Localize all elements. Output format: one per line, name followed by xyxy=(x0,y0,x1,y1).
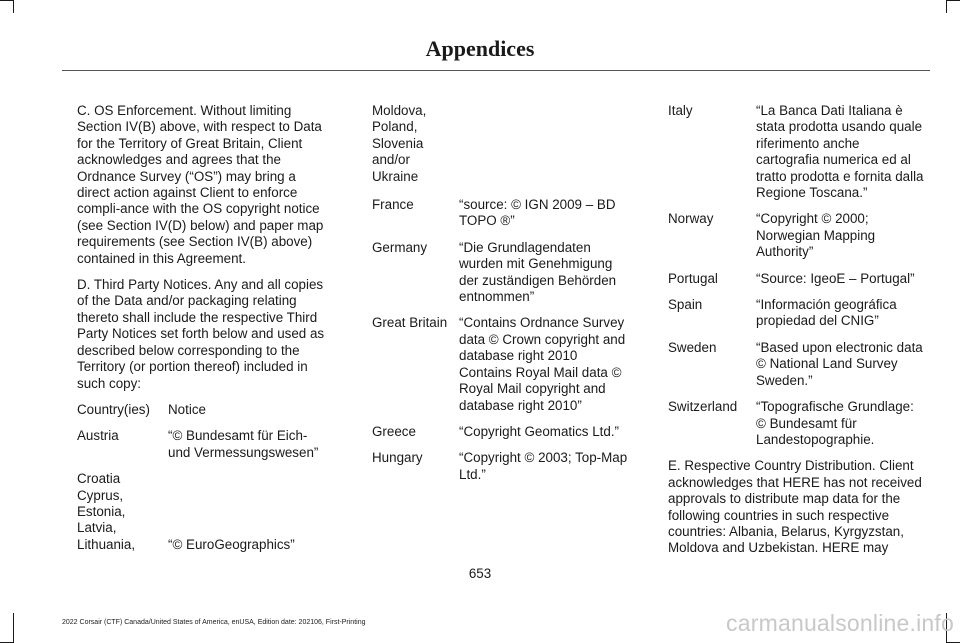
notice-cell: “Source: IgeoE – Portugal” xyxy=(756,270,915,286)
notice-cell: “Copyright © 2000; Norwegian Mapping Authority” xyxy=(756,211,876,260)
column-header-country: Country(ies) xyxy=(77,401,150,417)
country-cell: Italy xyxy=(668,103,693,118)
notice-cell: “Based upon electronic data © National Land Survey Sweden.” xyxy=(756,339,923,388)
paragraph-country-distribution: E. Respective Country Distribution. Client acknowledges that HERE has not received approvals to distribute map data for the following countries in such respective countries: Albania, Belarus, Kyrgyzstan, Moldova and Uzbekistan. HERE may xyxy=(668,458,922,556)
notice-cell: “Copyright Geomatics Ltd.” xyxy=(459,423,620,439)
table-row xyxy=(372,103,628,185)
column-middle xyxy=(372,103,628,493)
notice-cell: “Die Grundlagendaten wurden mit Genehmigung der zuständigen Behörden entnommen” xyxy=(459,239,617,305)
country-cell: Hungary xyxy=(372,450,423,466)
country-cell: Spain xyxy=(668,297,703,313)
table-row xyxy=(372,240,628,306)
country-cell: Switzerland xyxy=(668,399,738,415)
country-cell: Austria xyxy=(77,428,119,444)
column-right xyxy=(668,103,924,567)
page-number: 653 xyxy=(468,566,492,581)
table-row xyxy=(668,103,924,201)
table-row xyxy=(668,297,924,330)
table-row xyxy=(668,211,924,260)
crop-mark xyxy=(946,0,960,1)
crop-mark xyxy=(0,0,14,1)
country-cell: Moldova, Poland, Slovenia and/or Ukraine xyxy=(372,103,427,184)
table-row xyxy=(668,399,924,448)
paragraph-third-party-notices: D. Third Party Notices. Any and all copies of the Data and/or packaging relating thereto shall include the respective Third Party Notices set forth below and used as described below corresponding to the Territory (or portion thereof) included in such copy: xyxy=(77,277,325,391)
country-cell: Germany xyxy=(372,239,428,255)
page-title: Appendices xyxy=(425,36,535,61)
country-cell: Sweden xyxy=(668,339,717,355)
country-cell: Norway xyxy=(668,211,714,227)
notice-cell: “© Bundesamt für Eich- und Vermessungswesen” xyxy=(168,428,319,460)
footer-edition: 2022 Corsair (CTF) Canada/United States of America, enUSA, Edition date: 202106, First-Printing xyxy=(62,619,366,626)
crop-mark xyxy=(946,0,947,13)
notice-cell: “Topografische Grundlage: © Bundesamt für Landestopographie. xyxy=(756,399,914,447)
table-row xyxy=(372,424,628,440)
notice-cell: “© EuroGeographics” xyxy=(168,536,295,552)
table-row xyxy=(372,450,628,483)
country-cell: Croatia Cyprus, Estonia, Latvia, Lithuania, xyxy=(77,471,136,552)
table-row xyxy=(77,428,332,461)
table-row xyxy=(372,197,628,230)
column-left xyxy=(77,103,332,563)
table-row xyxy=(372,315,628,413)
notice-cell: “Contains Ordnance Survey data © Crown copyright and database right 2010 Contains Royal Mail data © Royal Mail copyright and database right 2010” xyxy=(459,315,626,413)
country-cell: Great Britain xyxy=(372,315,448,331)
table-row xyxy=(77,471,332,553)
crop-mark xyxy=(13,0,14,13)
table-row xyxy=(668,340,924,389)
country-cell: France xyxy=(372,197,414,213)
crop-mark xyxy=(13,613,14,643)
notice-cell: “source: © IGN 2009 – BD TOPO ®” xyxy=(459,197,616,229)
table-header-row xyxy=(77,402,332,418)
country-cell: Greece xyxy=(372,423,416,439)
watermark: carmanualsonline.info xyxy=(726,610,954,636)
notice-cell: “Copyright © 2003; Top-Map Ltd.” xyxy=(459,450,628,482)
paragraph-os-enforcement: C. OS Enforcement. Without limiting Section IV(B) above, with respect to Data for the Territory of Great Britain, Client acknowledges and agrees that the Ordnance Survey (“OS”) may bring a direct action against Client to enforce compli-ance with the OS copyright notice (see Section IV(D) below) and paper map requirements (see Section IV(B) above) contained in this Agreement. xyxy=(77,103,324,266)
notice-cell: “Información geográfica propiedad del CNIG” xyxy=(756,297,897,329)
notice-cell: “La Banca Dati Italiana è stata prodotta usando quale riferimento anche cartografia numerica ed al tratto prodotta e fornita dalla Regione Toscana.” xyxy=(756,103,924,201)
table-row xyxy=(668,271,924,287)
country-cell: Portugal xyxy=(668,270,718,286)
header-divider xyxy=(62,70,930,71)
column-header-notice: Notice xyxy=(168,401,206,417)
